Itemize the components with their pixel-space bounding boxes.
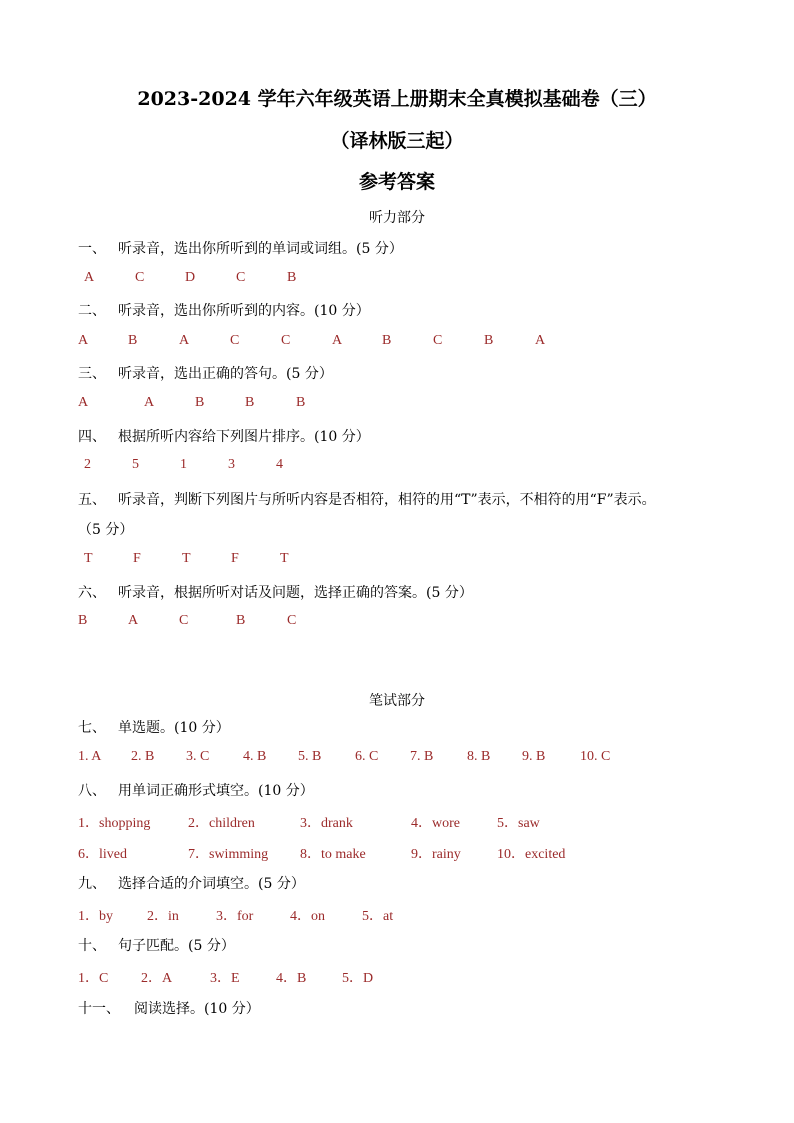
answer-item: 10．excited xyxy=(497,847,566,862)
section-number: 五、 xyxy=(78,492,106,508)
answer-item: B xyxy=(128,333,138,348)
section-instruction: 听录音，选出你所听到的单词或词组。(5 分） xyxy=(118,241,403,257)
section-1-question xyxy=(78,238,403,258)
answer-item: B xyxy=(484,333,494,348)
section-5-question xyxy=(78,489,656,509)
answer-item: 5．at xyxy=(362,909,394,924)
section-instruction: 听录音，根据所听对话及问题，选择正确的答案。(5 分） xyxy=(118,585,473,601)
section-number: 十、 xyxy=(78,938,106,954)
section-2-question xyxy=(78,300,370,320)
written-part-heading: 笔试部分 xyxy=(369,693,425,709)
answer-item: C xyxy=(135,270,145,285)
answer-item: 6．lived xyxy=(78,847,127,862)
answer-item: 1. A xyxy=(78,749,102,764)
answer-item: A xyxy=(332,333,343,348)
answer-item: B xyxy=(236,613,246,628)
answer-heading: 参考答案 xyxy=(358,171,435,193)
section-instruction: 选择合适的介词填空。(5 分） xyxy=(118,876,305,892)
answer-item: 5 xyxy=(132,457,139,472)
answer-item: F xyxy=(231,551,239,566)
section-instruction: 单选题。(10 分） xyxy=(118,720,230,736)
section-number: 四、 xyxy=(78,429,106,445)
answer-item: 3．for xyxy=(216,909,254,924)
listening-part-heading: 听力部分 xyxy=(369,210,425,226)
answer-item: 3．drank xyxy=(300,816,353,831)
section-instruction: 听录音，选出正确的答句。(5 分） xyxy=(118,366,333,382)
answer-item: B xyxy=(245,395,255,410)
answer-item: C xyxy=(433,333,443,348)
answer-item: C xyxy=(281,333,291,348)
answer-item: 2．A xyxy=(141,971,173,986)
section-instruction: 句子匹配。(5 分） xyxy=(118,938,235,954)
answer-item: B xyxy=(78,613,88,628)
section-number: 三、 xyxy=(78,366,106,382)
section-instruction: 根据所听内容给下列图片排序。(10 分） xyxy=(118,429,370,445)
answer-item: 2. B xyxy=(131,749,155,764)
page-subtitle: （译林版三起） xyxy=(330,130,464,152)
section-number: 七、 xyxy=(78,720,106,736)
answer-item: B xyxy=(195,395,205,410)
section-7-question xyxy=(78,717,230,737)
answer-item: C xyxy=(179,613,189,628)
section-10-question xyxy=(78,935,235,955)
section-8-question xyxy=(78,780,314,800)
answer-item: 1．shopping xyxy=(78,816,151,831)
answer-item: 1．by xyxy=(78,909,113,924)
answer-item: B xyxy=(296,395,306,410)
answer-item: 5．saw xyxy=(497,816,540,831)
answer-item: C xyxy=(230,333,240,348)
answer-item: 4．B xyxy=(276,971,307,986)
answer-item: D xyxy=(185,270,196,285)
answer-item: A xyxy=(179,333,190,348)
section-number: 一、 xyxy=(78,241,106,257)
answer-item: A xyxy=(535,333,546,348)
answer-item: B xyxy=(382,333,392,348)
answer-item: 7. B xyxy=(410,749,434,764)
page-title: 2023-2024 学年六年级英语上册期末全真模拟基础卷（三） xyxy=(137,88,657,110)
answer-item: C xyxy=(287,613,297,628)
section-3-question xyxy=(78,363,333,383)
answer-item: T xyxy=(182,551,191,566)
answer-item: 5．D xyxy=(342,971,374,986)
answer-item: T xyxy=(84,551,93,566)
section-instruction: 阅读选择。(10 分） xyxy=(134,1001,260,1017)
answer-item: 8．to make xyxy=(300,847,366,862)
answer-item: 8. B xyxy=(467,749,491,764)
answer-item: 3. C xyxy=(186,749,210,764)
answer-item: 3．E xyxy=(210,971,240,986)
answer-item: A xyxy=(78,333,89,348)
section-11-question xyxy=(78,998,260,1018)
answer-item: 3 xyxy=(228,457,235,472)
section-number: 六、 xyxy=(78,585,106,601)
answer-item: 4. B xyxy=(243,749,267,764)
section-instruction: 听录音，选出你所听到的内容。(10 分） xyxy=(118,303,370,319)
answer-item: A xyxy=(144,395,155,410)
answer-item: A xyxy=(78,395,89,410)
answer-item: 9．rainy xyxy=(411,847,461,862)
answer-item: 6. C xyxy=(355,749,379,764)
answer-item: 1．C xyxy=(78,971,109,986)
answer-item: 10. C xyxy=(580,749,611,764)
answer-item: C xyxy=(236,270,246,285)
section-instruction: 用单词正确形式填空。(10 分） xyxy=(118,783,314,799)
section-4-question xyxy=(78,426,370,446)
section-5-question-score: （5 分） xyxy=(78,522,134,538)
answer-item: 4．wore xyxy=(411,816,460,831)
answer-item: F xyxy=(133,551,141,566)
answer-item: A xyxy=(84,270,95,285)
answer-item: 5. B xyxy=(298,749,322,764)
section-6-question xyxy=(78,582,473,602)
section-9-question xyxy=(78,873,305,893)
answer-item: 7．swimming xyxy=(188,847,269,862)
answer-item: 4 xyxy=(276,457,283,472)
section-instruction: 听录音，判断下列图片与所听内容是否相符，相符的用“T”表示，不相符的用“F”表示。 xyxy=(118,492,656,508)
answer-item: T xyxy=(280,551,289,566)
answer-item: 2 xyxy=(84,457,91,472)
section-number: 八、 xyxy=(78,783,106,799)
answer-item: 1 xyxy=(180,457,187,472)
section-number: 十一、 xyxy=(78,1001,120,1017)
answer-item: 2．children xyxy=(188,816,255,831)
section-number: 二、 xyxy=(78,303,106,319)
section-number: 九、 xyxy=(78,876,106,892)
answer-item: 9. B xyxy=(522,749,546,764)
answer-item: A xyxy=(128,613,139,628)
answer-item: 2．in xyxy=(147,909,179,924)
answer-item: B xyxy=(287,270,297,285)
answer-item: 4．on xyxy=(290,909,325,924)
